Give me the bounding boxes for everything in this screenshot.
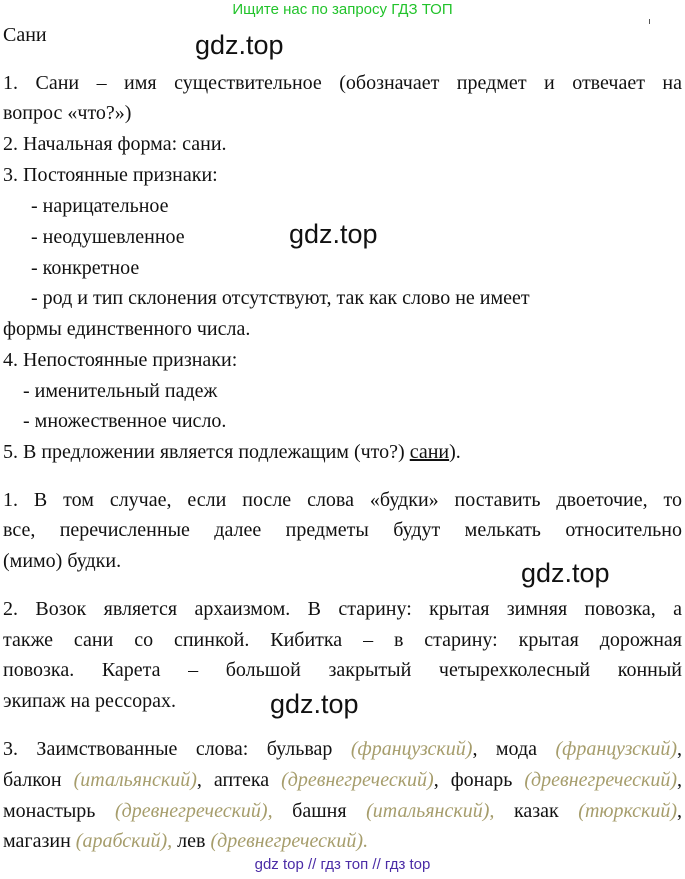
text-line: повозка. Карета – большой закрытый четырехколесный конный [3,659,682,681]
top-banner: Ищите нас по запросу ГДЗ ТОП [232,1,453,18]
origin-note: (древнегреческий). [210,830,369,852]
origin-note: (итальянский) [73,769,197,791]
origin-note: (французский) [350,738,473,760]
text-line: 1. В том случае, если после слова «будки» поставить двоеточие, то [3,489,682,511]
text-line: 4. Непостоянные признаки: [3,349,238,371]
origin-note: (древнегреческий) [281,769,434,791]
watermark: gdz.top [270,689,359,719]
text-line: экипаж на рессорах. [3,690,176,712]
text-span: , [676,769,682,791]
list-item: - конкретное [31,257,140,279]
text-line: также сани со спинкой. Кибитка – в старину: крытая дорожная [3,629,682,651]
text-span: магазин [3,830,76,852]
origin-note: (древнегреческий), [114,800,273,822]
watermark: gdz.top [521,558,610,588]
origin-note: (арабский), [75,830,173,852]
text-span: лев [172,830,211,852]
origin-note: (древнегреческий) [524,769,677,791]
text-line [3,737,682,761]
text-span: монастырь [3,800,115,822]
list-item: - множественное число. [23,410,227,432]
text-span: казак [494,800,579,822]
text-line: 2. Возок является архаизмом. В старину: крытая зимняя повозка, а [3,598,682,620]
text-line: (мимо) будки. [3,550,122,572]
document-title: Сани [3,24,47,46]
watermark: gdz.top [195,30,284,60]
text-span: , мода [472,738,556,760]
text-line: 3. Постоянные признаки: [3,164,218,186]
text-line: формы единственного числа. [3,318,251,340]
text-line: 2. Начальная форма: сани. [3,133,227,155]
text-span: , аптека [196,769,282,791]
text-line [3,829,368,853]
text-span: , фонарь [433,769,525,791]
text-span: ). [449,441,461,463]
text-span: 5. В предложении является подлежащим (что?) [3,441,410,463]
watermark: gdz.top [289,219,378,249]
list-item: - нарицательное [31,195,169,217]
origin-note: (тюркский) [578,800,677,822]
text-line [3,799,682,823]
text-span: , [677,800,682,822]
list-item: - именительный падеж [23,380,218,402]
edge-mark [649,19,650,24]
text-line: все, перечисленные далее предметы будут мелькать относительно [3,519,682,541]
bottom-banner: gdz top // гдз топ // гдз top [254,856,431,873]
text-span: башня [272,800,367,822]
text-line [3,440,461,464]
origin-note: (итальянский), [366,800,495,822]
text-span: 3. Заимствованные слова: бульвар [3,738,351,760]
text-line: вопрос «что?») [3,102,132,124]
underlined-word: сани [409,441,450,463]
text-span: балкон [3,769,74,791]
list-item: - неодушевленное [31,226,185,248]
origin-note: (французский) [555,738,678,760]
text-span: , [677,738,683,760]
list-item: - род и тип склонения отсутствуют, так как слово не имеет [31,287,530,309]
text-line: 1. Сани – имя существительное (обозначает предмет и отвечает на [3,72,682,94]
text-line [3,768,682,792]
